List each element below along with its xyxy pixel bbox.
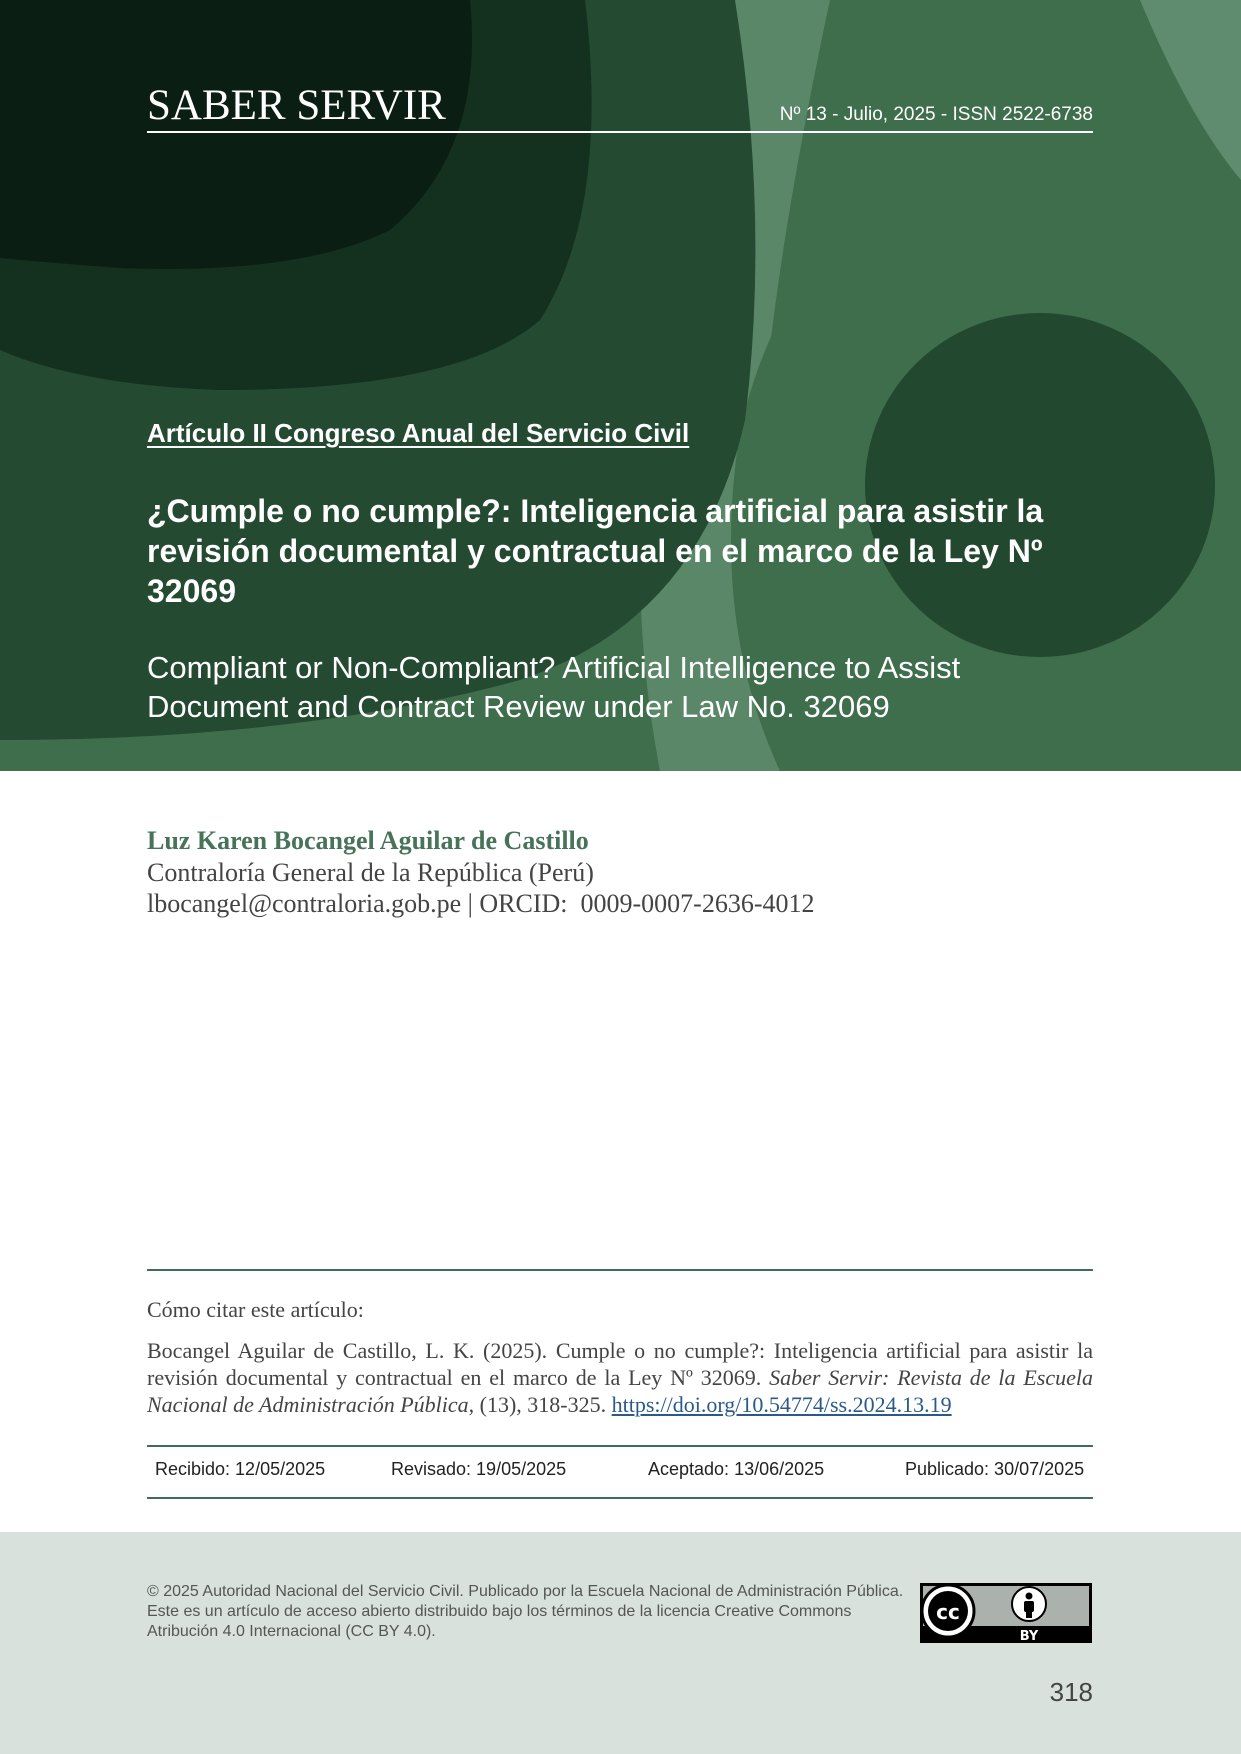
citation-journal: Saber Servir: Revista de la Escuela Nacional de Administración Pública (147, 1365, 1094, 1417)
publication-dates (147, 1459, 1093, 1497)
article-title-english: Compliant or Non-Compliant? Artificial Intelligence to Assist Document and Contract Review under Law No. 32069 (147, 650, 961, 724)
date-published: Publicado: 30/07/2025 (905, 1459, 1085, 1479)
date-received: Recibido: 12/05/2025 (155, 1459, 326, 1479)
author-affiliation: Contraloría General de la República (Perú) (147, 858, 594, 887)
orcid-label: ORCID: (479, 889, 568, 918)
citation-plain: Bocangel Aguilar de Castillo, L. K. (2025). Cumple o no cumple?: Inteligencia artificial para asistir la revisión documental y contractual en el marco de la Ley Nº 32069. (147, 1338, 1093, 1390)
dates-bottom-rule (147, 1497, 1093, 1499)
author-name: Luz Karen Bocangel Aguilar de Castillo (147, 826, 589, 855)
cover-header (0, 0, 1241, 771)
citation-top-rule (147, 1269, 1093, 1271)
citation-label: Cómo citar este artículo: (147, 1297, 364, 1322)
orcid-id[interactable]: 0009-0007-2636-4012 (580, 889, 815, 918)
header-rule (147, 131, 1093, 133)
contact-separator: | (467, 889, 473, 918)
page-number: 318 (1049, 1677, 1093, 1707)
cc-by-license-icon[interactable] (919, 1582, 1093, 1644)
date-revised: Revisado: 19/05/2025 (391, 1459, 567, 1479)
doi-link[interactable]: https://doi.org/10.54774/ss.2024.13.19 (611, 1392, 952, 1417)
license-text: © 2025 Autoridad Nacional del Servicio Civil. Publicado por la Escuela Nacional de Administración Pública. Este es un artículo de acceso abierto distribuido bajo los términos de la licencia Creative Commons Atribución 4.0 Internacional (CC BY 4.0). (147, 1583, 904, 1640)
author-contact (147, 889, 815, 919)
issue-info: Nº 13 - Julio, 2025 - ISSN 2522-6738 (779, 104, 1093, 125)
author-email[interactable]: lbocangel@contraloria.gob.pe (147, 889, 462, 918)
dates-top-rule (147, 1445, 1093, 1447)
journal-name: SABER SERVIR (147, 82, 446, 129)
date-accepted: Aceptado: 13/06/2025 (648, 1459, 825, 1479)
cc-badge-text: cc (936, 1600, 960, 1624)
by-badge-text: BY (1019, 1629, 1039, 1644)
citation-text (147, 1337, 1093, 1418)
section-label: Artículo II Congreso Anual del Servicio Civil (147, 418, 690, 448)
article-title-spanish: ¿Cumple o no cumple?: Inteligencia artificial para asistir la revisión documental y contractual en el marco de la Ley Nº 32069 (147, 493, 1044, 609)
citation-volume-pages: , (13), 318-325. (468, 1392, 607, 1417)
